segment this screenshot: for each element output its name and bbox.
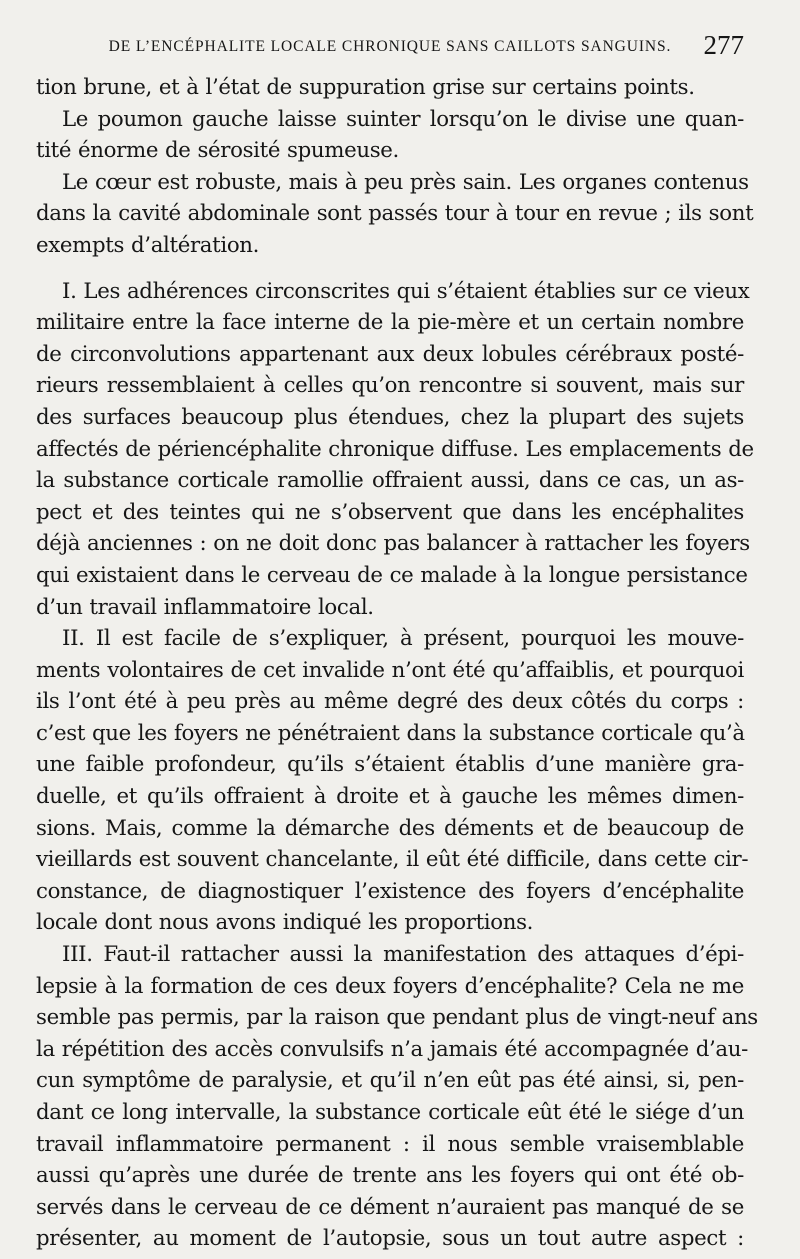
text-line: servés dans le cerveau de ce dément n’auraient pas manqué de se: [36, 1194, 744, 1220]
text-line: qui existaient dans le cerveau de ce malade à la longue persistance: [36, 562, 748, 588]
text-line: rieurs ressemblaient à celles qu’on rencontre si souvent, mais sur: [36, 373, 744, 399]
paragraph-heart: [36, 167, 754, 262]
text-line: cun symptôme de paralysie, et qu’il n’en eût pas été ainsi, si, pen-: [36, 1068, 744, 1094]
paragraph-section-iii: [36, 939, 758, 1255]
text-line: tité énorme de sérosité spumeuse.: [36, 138, 399, 164]
running-header: [36, 30, 744, 72]
text-line: I. Les adhérences circonscrites qui s’étaient établies sur ce vieux: [62, 278, 750, 304]
text-line: de circonvolutions appartenant aux deux lobules cérébraux posté-: [36, 341, 744, 367]
text-line: la substance corticale ramollie offraient aussi, dans ce cas, un as-: [36, 468, 744, 494]
text-line: semble pas permis, par la raison que pendant plus de vingt-neuf ans: [36, 1005, 758, 1031]
paragraph-section-i: [36, 276, 754, 624]
paragraph-continuation: [36, 72, 744, 104]
page-number: 277: [703, 30, 744, 60]
text-line: III. Faut-il rattacher aussi la manifestation des attaques d’épi-: [62, 942, 744, 968]
text-line: dant ce long intervalle, la substance corticale eût été le siége d’un: [36, 1100, 744, 1125]
text-line: travail inflammatoire permanent : il nous semble vraisemblable: [36, 1131, 744, 1157]
body-text: [36, 72, 758, 1255]
text-line: constance, de diagnostiquer l’existence des foyers d’encéphalite: [36, 878, 744, 904]
text-line: locale dont nous avons indiqué les proportions.: [36, 910, 534, 936]
text-line: vieillards est souvent chancelante, il eût été difficile, dans cette cir-: [36, 847, 749, 873]
text-line: II. Il est facile de s’expliquer, à présent, pourquoi les mouve-: [62, 626, 744, 652]
text-line: la répétition des accès convulsifs n’a jamais été accompagnée d’au-: [36, 1036, 748, 1062]
text-line: lepsie à la formation de ces deux foyers d’encéphalite? Cela ne me: [36, 973, 744, 999]
text-line: exempts d’altération.: [36, 232, 260, 258]
text-line: duelle, et qu’ils offraient à droite et à gauche les mêmes dimen-: [36, 784, 744, 810]
text-line: une faible profondeur, qu’ils s’étaient établis d’une manière gra-: [36, 752, 744, 778]
paragraph-section-ii: [36, 623, 749, 939]
text-line: tion brune, et à l’état de suppuration grise sur certains points.: [36, 75, 695, 100]
text-line: Le cœur est robuste, mais à peu près sain. Les organes contenus: [62, 169, 749, 195]
text-line: sions. Mais, comme la démarche des déments et de beaucoup de: [36, 815, 744, 841]
text-line: c’est que les foyers ne pénétraient dans la substance corticale qu’à: [36, 720, 745, 746]
paragraph-gap: [36, 262, 744, 276]
text-line: des surfaces beaucoup plus étendues, chez la plupart des sujets: [36, 404, 744, 430]
text-line: déjà anciennes : on ne doit donc pas balancer à rattacher les foyers: [36, 531, 750, 557]
paragraph-left-lung: [36, 104, 744, 167]
text-line: aussi qu’après une durée de trente ans les foyers qui ont été ob-: [36, 1163, 744, 1189]
text-line: affectés de périencéphalite chronique diffuse. Les emplacements de: [36, 436, 754, 462]
text-line: dans la cavité abdominale sont passés tour à tour en revue ; ils sont: [36, 201, 754, 227]
text-line: militaire entre la face interne de la pie-mère et un certain nombre: [36, 310, 744, 336]
text-line: ments volontaires de cet invalide n’ont été qu’affaiblis, et pourquoi: [36, 657, 744, 683]
text-line: pect et des teintes qui ne s’observent que dans les encéphalites: [36, 499, 744, 525]
text-line: présenter, au moment de l’autopsie, sous un tout autre aspect :: [36, 1226, 744, 1252]
text-line: Le poumon gauche laisse suinter lorsqu’on le divise une quan-: [62, 106, 744, 132]
text-line: ils l’ont été à peu près au même degré des deux côtés du corps :: [36, 689, 744, 715]
running-title: DE L’ENCÉPHALITE LOCALE CHRONIQUE SANS CAILLOTS SANGUINS.: [108, 38, 672, 55]
text-line: d’un travail inflammatoire local.: [36, 594, 374, 620]
